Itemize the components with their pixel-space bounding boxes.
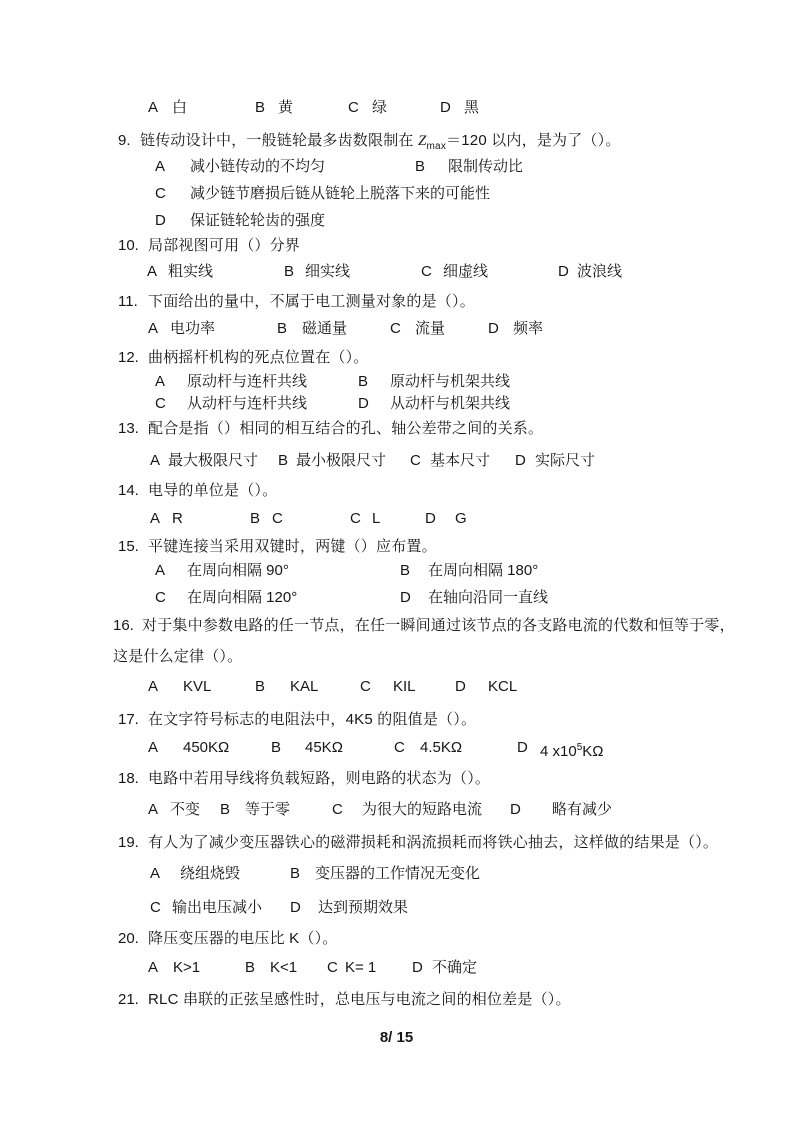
option-letter: D [358,395,369,412]
option-letter: C [155,589,166,606]
question-number: 16. [113,617,134,634]
question-number: 18. [118,770,139,787]
resistor-value-post: KΩ [582,743,604,760]
option-text: K= 1 [345,959,377,976]
option-text: K<1 [270,959,298,976]
option-letter: B [284,263,295,280]
question-stem-continued: 这是什么定律（）。 [113,648,243,665]
q12-options-row-cd [0,394,793,416]
question-stem: 电导的单位是（）。 [148,482,278,499]
question-number: 15. [118,538,139,555]
option-text: K>1 [173,959,201,976]
option-text: 在轴向沿同一直线 [428,589,549,606]
option-letter: A [150,510,161,527]
option-text: 保证链轮轮齿的强度 [190,212,326,229]
option-letter: C [410,452,421,469]
option-letter: A [148,959,159,976]
option-letter: B [250,510,261,527]
option-text: 实际尺寸 [535,452,596,469]
option-letter: D [558,263,569,280]
q14-stem-row [0,481,793,503]
q19-options-row-ab [0,864,793,886]
page-number: 8/ 15 [379,1029,414,1046]
q15-options-row-cd [0,588,793,610]
option-text: 4.5KΩ [420,739,463,756]
option-text: 达到预期效果 [318,899,409,916]
q11-stem-row [0,292,793,314]
option-text: 减少链节磨损后链从链轮上脱落下来的可能性 [190,185,491,202]
option-letter: B [255,678,266,695]
option-text: 细实线 [305,263,351,280]
option-letter: D [155,212,166,229]
q17-stem-row [0,710,793,732]
option-text: KVL [183,678,212,695]
question-number: 14. [118,482,139,499]
q16-stem-row-2 [0,647,793,669]
question-number: 21. [118,991,139,1008]
option-letter: B [358,373,369,390]
option-text: G [455,510,467,527]
option-letter: D [400,589,411,606]
option-letter: B [245,959,256,976]
option-text: 频率 [513,320,544,337]
question-stem: 曲柄摇杆机构的死点位置在（）。 [148,349,369,366]
question-number: 11. [118,293,138,310]
option-text: 最小极限尺寸 [296,452,387,469]
option-letter: D [425,510,436,527]
option-text: KCL [488,678,518,695]
option-text: KAL [290,678,319,695]
option-letter: C [350,510,361,527]
option-text: 原动杆与机架共线 [390,373,511,390]
q18-options-row [0,800,793,822]
question-number: 9. [118,132,131,149]
option-letter: B [400,562,411,579]
option-letter: C [421,263,432,280]
question-number: 20. [118,930,139,947]
option-letter: B [271,739,282,756]
option-letter: A [155,158,166,175]
option-letter: B [255,99,266,116]
option-text: 等于零 [245,801,291,818]
question-stem: 对于集中参数电路的任一节点，在任一瞬间通过该节点的各支路电流的代数和恒等于零， [142,617,735,634]
q12-options-row-ab [0,372,793,394]
q16-options-row [0,677,793,699]
option-text: 黑 [464,99,480,116]
q16-stem-row-1 [0,616,793,638]
question-number: 19. [118,834,139,851]
option-letter: B [415,158,426,175]
option-text: 不变 [170,801,201,818]
option-letter: C [155,395,166,412]
question-stem: 配合是指（）相同的相互结合的孔、轴公差带之间的关系。 [148,420,544,437]
question-stem: 降压变压器的电压比 K（）。 [148,930,338,947]
option-text: 输出电压减小 [172,899,263,916]
option-letter: A [155,373,166,390]
option-letter: B [278,452,289,469]
q21-stem-row [0,990,793,1012]
option-letter: C [390,320,401,337]
option-letter: D [510,801,521,818]
question-stem: RLC 串联的正弦呈感性时，总电压与电流之间的相位差是（）。 [148,991,571,1008]
q18-stem-row [0,769,793,791]
z-variable-subscript: max [426,141,447,152]
option-text: 绕组烧毁 [180,865,241,882]
q9-options-row-d [0,211,793,233]
q9-stem-row [0,131,793,153]
option-letter: A [147,263,158,280]
option-letter: D [440,99,451,116]
option-text: C [272,510,283,527]
option-letter: C [394,739,405,756]
option-text: 不确定 [432,959,478,976]
question-stem: 局部视图可用（）分界 [148,237,301,254]
option-letter: C [332,801,343,818]
question-stem: 在文字符号标志的电阻法中，4K5 的阻值是（）。 [148,711,477,728]
q15-stem-row [0,537,793,559]
option-letter: A [150,452,161,469]
option-letter: D [455,678,466,695]
question-stem: 平键连接当采用双键时，两键（）应布置。 [148,538,437,555]
option-text: 黄 [278,99,294,116]
option-text: 在周向相隔 180° [428,562,539,579]
option-letter: C [360,678,371,695]
q19-options-row-cd [0,898,793,920]
option-text: 在周向相隔 120° [187,589,298,606]
q11-options-row [0,319,793,341]
option-letter: B [220,801,231,818]
q14-options-row [0,509,793,531]
option-text: L [372,510,381,527]
footer-row [0,1028,793,1050]
question-number: 10. [118,237,139,254]
option-letter: D [488,320,499,337]
option-text: R [172,510,183,527]
question-stem: 下面给出的量中，不属于电工测量对象的是（）。 [148,293,475,310]
option-letter: A [148,678,159,695]
option-letter: A [148,320,159,337]
stem-text-post: ＝120 以内，是为了（）。 [446,132,621,149]
option-text: 在周向相隔 90° [187,562,289,579]
option-text: 粗实线 [168,263,214,280]
option-letter: C [155,185,166,202]
option-text: 变压器的工作情况无变化 [315,865,481,882]
q10-stem-row [0,236,793,258]
q13-stem-row [0,419,793,441]
q20-stem-row [0,929,793,951]
q9-options-row-c [0,184,793,206]
option-text: 磁通量 [302,320,348,337]
q10-options-row [0,262,793,284]
option-text [540,738,603,762]
option-letter: B [290,865,301,882]
option-letter: C [348,99,359,116]
option-text: 最大极限尺寸 [168,452,259,469]
stem-text-pre: 链传动设计中，一般链轮最多齿数限制在 [140,132,418,149]
option-text: 白 [172,99,188,116]
option-text: 绿 [372,99,388,116]
option-text: 波浪线 [577,263,623,280]
option-text: 从动杆与连杆共线 [187,395,308,412]
q8-options-row [0,98,793,120]
option-text: 减小链传动的不均匀 [190,158,326,175]
option-letter: D [290,899,301,916]
option-text: 细虚线 [443,263,489,280]
option-letter: D [517,739,528,756]
resistor-value-pre: 4 x10 [540,743,577,760]
option-letter: B [277,320,288,337]
option-letter: A [155,562,166,579]
q15-options-row-ab [0,561,793,583]
question-number: 12. [118,349,139,366]
question-stem [140,131,621,157]
option-text: KIL [393,678,416,695]
q20-options-row [0,958,793,980]
option-letter: D [515,452,526,469]
question-number: 17. [118,711,139,728]
option-letter: A [148,739,159,756]
option-text: 电功率 [170,320,216,337]
option-text: 原动杆与连杆共线 [187,373,308,390]
option-text: 略有减少 [552,801,613,818]
resistor-value-superscript: 5 [576,742,583,753]
option-text: 基本尺寸 [430,452,491,469]
option-text: 为很大的短路电流 [362,801,483,818]
z-variable: Z [417,133,427,149]
q12-stem-row [0,348,793,370]
option-text: 45KΩ [305,739,343,756]
option-letter: D [412,959,423,976]
option-text: 限制传动比 [448,158,524,175]
option-letter: A [150,865,161,882]
q17-options-row [0,738,793,760]
option-letter: A [148,99,159,116]
q13-options-row [0,451,793,473]
q9-options-row-ab [0,157,793,179]
option-letter: C [327,959,338,976]
question-stem: 电路中若用导线将负载短路，则电路的状态为（）。 [148,770,491,787]
option-letter: C [150,899,161,916]
q19-stem-row [0,833,793,855]
question-number: 13. [118,420,139,437]
option-text: 从动杆与机架共线 [390,395,511,412]
option-text: 流量 [415,320,446,337]
option-letter: A [148,801,159,818]
option-text: 450KΩ [183,739,230,756]
question-stem: 有人为了减少变压器铁心的磁滞损耗和涡流损耗而将铁心抽去，这样做的结果是（）。 [148,834,719,851]
